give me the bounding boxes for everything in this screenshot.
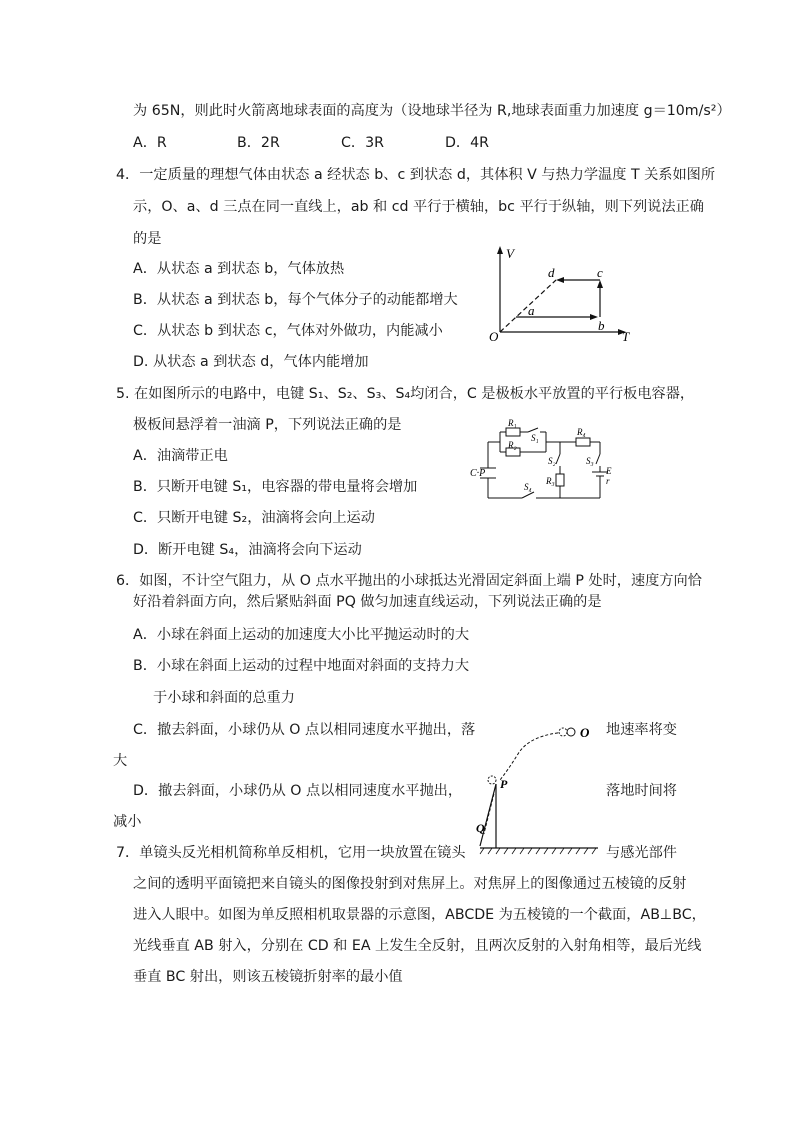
q5-option-a: A．油滴带正电 (133, 448, 228, 464)
r4-label: R₄ (577, 427, 586, 437)
q4-line-2: 示，O、a、d 三点在同一直线上，ab 和 cd 平行于横轴，bc 平行于纵轴，则下列说法正确 (133, 199, 704, 215)
q6-option-a: A．小球在斜面上运动的加速度大小比平抛运动时的大 (133, 627, 470, 643)
s1-label: S₁ (531, 433, 539, 443)
q6-option-d-3: 减小 (113, 814, 142, 830)
q4-line-3: 的是 (133, 231, 162, 247)
origin-label: O (489, 329, 499, 344)
point-p-label: P (500, 777, 508, 791)
q6-option-c-3: 大 (113, 753, 128, 769)
q4-option-b: B．从状态 a 到状态 b，每个气体分子的动能都增大 (133, 292, 458, 308)
q5-line-2: 极板间悬浮着一油滴 P，下列说法正确的是 (133, 417, 402, 433)
q4-option-c: C．从状态 b 到状态 c，气体对外做功，内能减小 (133, 323, 443, 339)
r2-label: R₂ (508, 440, 517, 450)
q6-option-c-1: C．撤去斜面，小球仍从 O 点以相同速度水平抛出，落 (133, 722, 476, 738)
q7-line-1: 7．单镜头反光相机简称单反相机，它用一块放置在镜头 (116, 845, 466, 861)
q5-option-c: C．只断开电键 S₂，油滴将会向上运动 (133, 510, 375, 526)
q6-line-2: 好沿着斜面方向，然后紧贴斜面 PQ 做匀加速直线运动，下列说法正确的是 (133, 594, 602, 610)
q7-line-3: 进入人眼中。如图为单反照相机取景器的示意图，ABCDE 为五棱镜的一个截面，AB⊥BC， (133, 907, 706, 923)
point-q-label: Q (476, 821, 485, 835)
t-axis-label: T (622, 329, 630, 344)
vt-diagram (480, 244, 640, 344)
capacitor-label: C·P (470, 468, 486, 479)
v-axis-label: V (506, 246, 514, 261)
q6-option-c-2: 地速率将变 (606, 722, 677, 738)
q4-option-a: A．从状态 a 到状态 b，气体放热 (133, 261, 345, 277)
point-b-label: b (598, 318, 605, 333)
emf-label: E (606, 466, 612, 476)
q3-text: 为 65N，则此时火箭离地球表面的高度为（设地球半径为 R,地球表面重力加速度 g＝10m/s²） (133, 103, 731, 119)
r1-label: R₁ (508, 418, 517, 428)
q3-option-c: C．3R (341, 135, 384, 151)
point-o-label: O (580, 725, 590, 740)
circuit-diagram (470, 418, 620, 503)
point-d-label: d (548, 265, 555, 280)
q7-line-4: 光线垂直 AB 射入，分别在 CD 和 EA 上发生全反射，且两次反射的入射角相等，最后光线 (133, 938, 702, 954)
internal-resistance-label: r (606, 476, 610, 486)
q6-option-d-2: 落地时间将 (606, 783, 677, 799)
q6-line-1: 6．如图，不计空气阻力，从 O 点水平抛出的小球抵达光滑固定斜面上端 P 处时，速度方向恰 (116, 573, 702, 589)
q6-option-b-1: B．小球在斜面上运动的过程中地面对斜面的支持力大 (133, 658, 470, 674)
point-a-label: a (528, 303, 535, 318)
q5-line-1: 5. 在如图所示的电路中，电键 S₁、S₂、S₃、S₄均闭合，C 是极板水平放置的平行板电容器， (116, 386, 695, 402)
q3-option-d: D．4R (445, 135, 489, 151)
r3-label: R₃ (546, 476, 555, 486)
q6-option-d-1: D．撤去斜面，小球仍从 O 点以相同速度水平抛出， (133, 783, 463, 799)
q3-option-b: B．2R (237, 135, 280, 151)
s3-label: S₃ (586, 456, 594, 466)
q4-option-d: D. 从状态 a 到状态 d，气体内能增加 (133, 354, 369, 370)
s4-label: S₄ (524, 482, 532, 492)
q3-option-a: A．R (133, 135, 167, 151)
q4-line-1: 4．一定质量的理想气体由状态 a 经状态 b、c 到状态 d，其体积 V 与热力学温度 T 关系如图所 (116, 167, 716, 183)
q7-line-1b: 与感光部件 (606, 845, 677, 861)
q6-option-b-2: 于小球和斜面的总重力 (153, 690, 295, 706)
q7-line-2: 之间的透明平面镜把来自镜头的图像投射到对焦屏上。对焦屏上的图像通过五棱镜的反射 (133, 876, 687, 892)
projectile-incline-diagram (470, 718, 610, 858)
q7-line-5: 垂直 BC 射出，则该五棱镜折射率的最小值 (133, 969, 403, 985)
q5-option-b: B．只断开电键 S₁，电容器的带电量将会增加 (133, 479, 418, 495)
point-c-label: c (597, 265, 603, 280)
s2-label: S₂ (548, 456, 556, 466)
q5-option-d: D．断开电键 S₄，油滴将会向下运动 (133, 542, 362, 558)
